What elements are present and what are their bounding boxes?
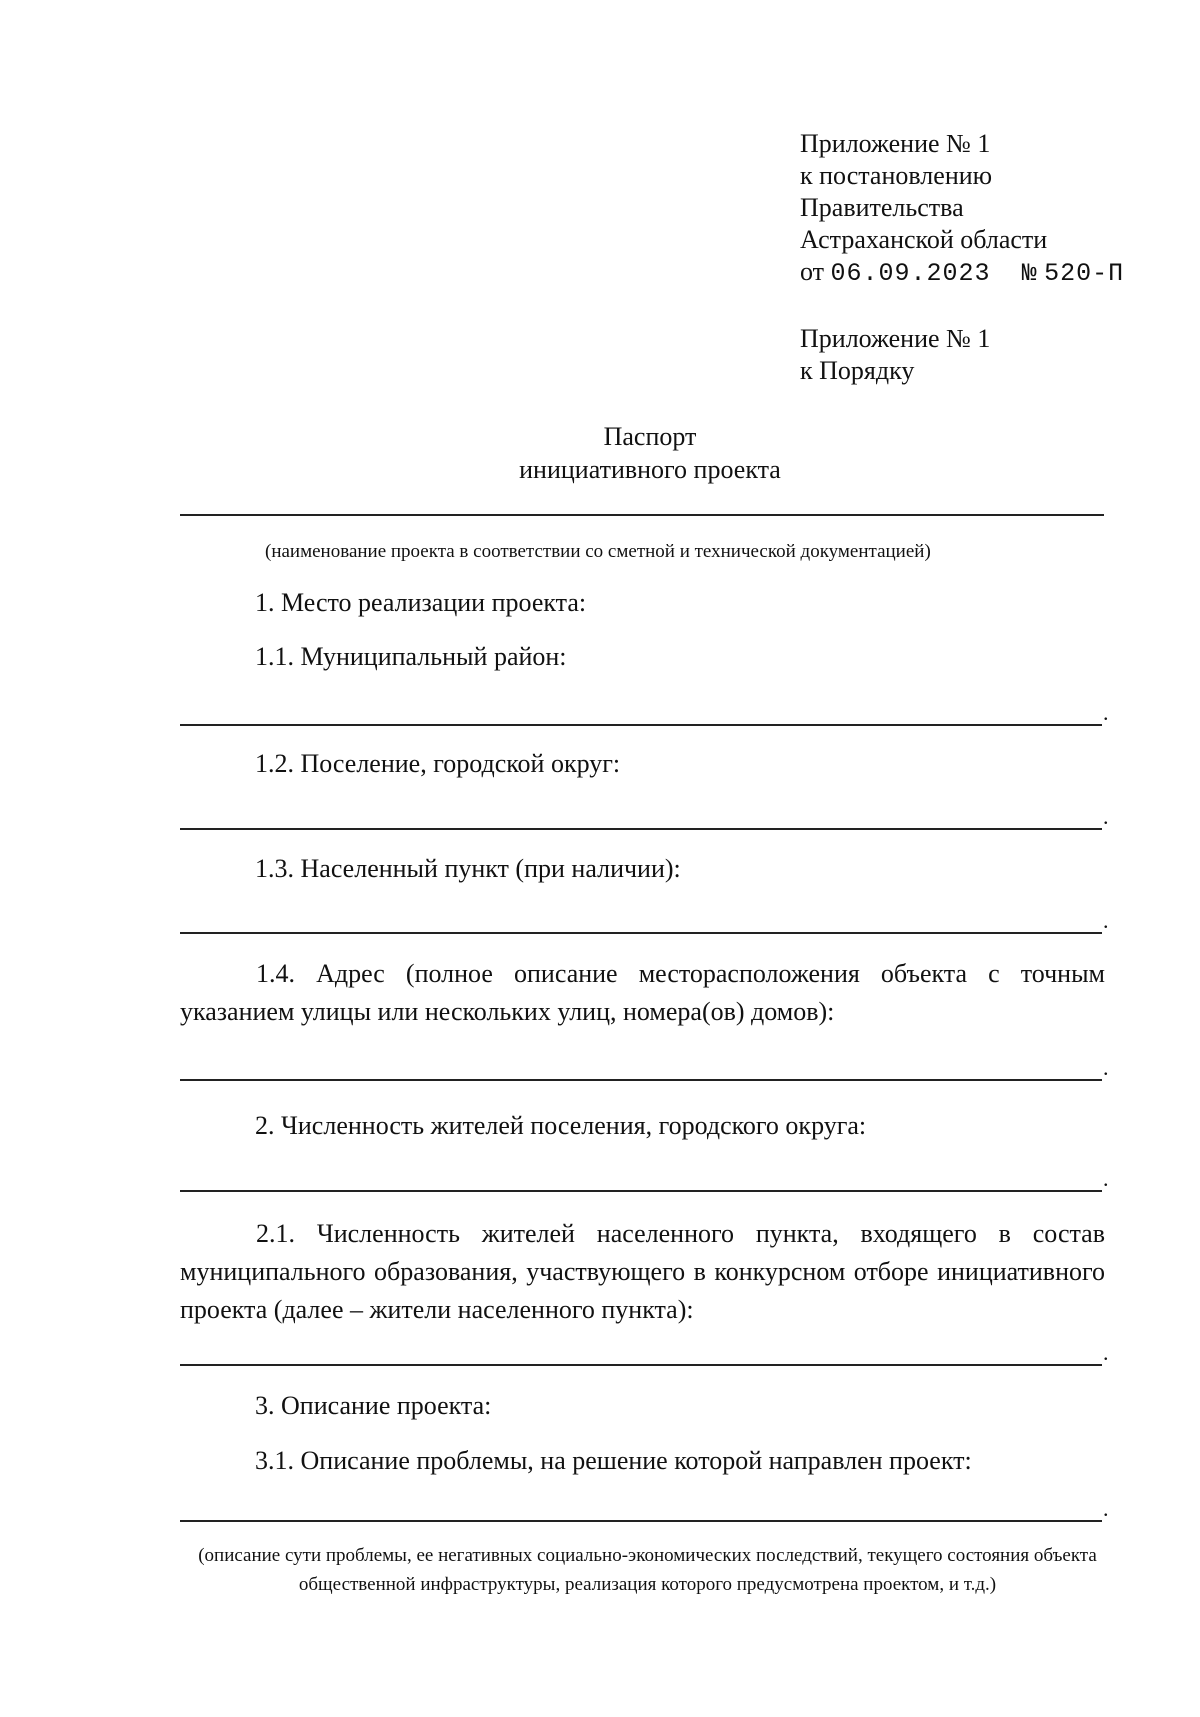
project-name-line bbox=[180, 514, 1104, 516]
line-end-dot: . bbox=[1103, 908, 1109, 933]
line-end-dot: . bbox=[1103, 1340, 1109, 1365]
document-title: Паспорт bbox=[603, 422, 697, 451]
approval-number: 520-П bbox=[1044, 259, 1125, 288]
approval-line: Приложение № 1 bbox=[800, 129, 991, 158]
line-end-dot: . bbox=[1103, 1055, 1109, 1080]
locality-line bbox=[180, 932, 1102, 934]
section-1-1: 1.1. Муниципальный район: bbox=[255, 642, 567, 671]
section-2-1: 2.1. Численность жителей населенного пункта, входящего в состав муниципального образования, участвующего в конкурсном отборе инициативного проекта (далее – жители населенного пункта): bbox=[180, 1219, 1105, 1324]
section-1-4: 1.4. Адрес (полное описание месторасположения объекта с точным указанием улицы или нескольких улиц, номера(ов) домов): bbox=[180, 959, 1105, 1026]
section-1-2: 1.2. Поселение, городской округ: bbox=[255, 749, 621, 778]
address-line bbox=[180, 1079, 1102, 1081]
municipal-district-line bbox=[180, 724, 1102, 726]
number-sign: № bbox=[1021, 259, 1038, 288]
line-end-dot: . bbox=[1103, 1496, 1109, 1521]
approval-date: 06.09.2023 bbox=[830, 259, 991, 288]
date-prefix: от bbox=[800, 257, 825, 286]
settlement-line bbox=[180, 828, 1102, 830]
problem-line bbox=[180, 1520, 1102, 1522]
project-name-caption: (наименование проекта в соответствии со сметной и технической документацией) bbox=[265, 541, 931, 562]
population-line bbox=[180, 1190, 1102, 1192]
line-end-dot: . bbox=[1103, 700, 1109, 725]
section-2: 2. Численность жителей поселения, городского округа: bbox=[255, 1111, 867, 1140]
approval-line: Астраханской области bbox=[800, 225, 1048, 254]
document-subtitle: инициативного проекта bbox=[519, 455, 781, 484]
appendix-block bbox=[800, 323, 990, 387]
approval-date-line bbox=[800, 256, 1124, 290]
appendix-line: Приложение № 1 bbox=[800, 324, 991, 353]
section-3: 3. Описание проекта: bbox=[255, 1391, 492, 1420]
line-end-dot: . bbox=[1103, 804, 1109, 829]
line-end-dot: . bbox=[1103, 1166, 1109, 1191]
appendix-line: к Порядку bbox=[800, 356, 915, 385]
section-1-3: 1.3. Населенный пункт (при наличии): bbox=[255, 854, 681, 883]
section-3-1: 3.1. Описание проблемы, на решение которой направлен проект: bbox=[255, 1446, 972, 1475]
approval-line: к постановлению bbox=[800, 161, 993, 190]
problem-caption: (описание сути проблемы, ее негативных социально-экономических последствий, текущего состояния объекта общественной инфраструктуры, реализация которого предусмотрена проектом, и т.д.) bbox=[198, 1545, 1097, 1595]
locality-population-line bbox=[180, 1364, 1102, 1366]
approval-line: Правительства bbox=[800, 193, 964, 222]
section-1: 1. Место реализации проекта: bbox=[255, 588, 587, 617]
approval-block bbox=[800, 128, 1124, 290]
